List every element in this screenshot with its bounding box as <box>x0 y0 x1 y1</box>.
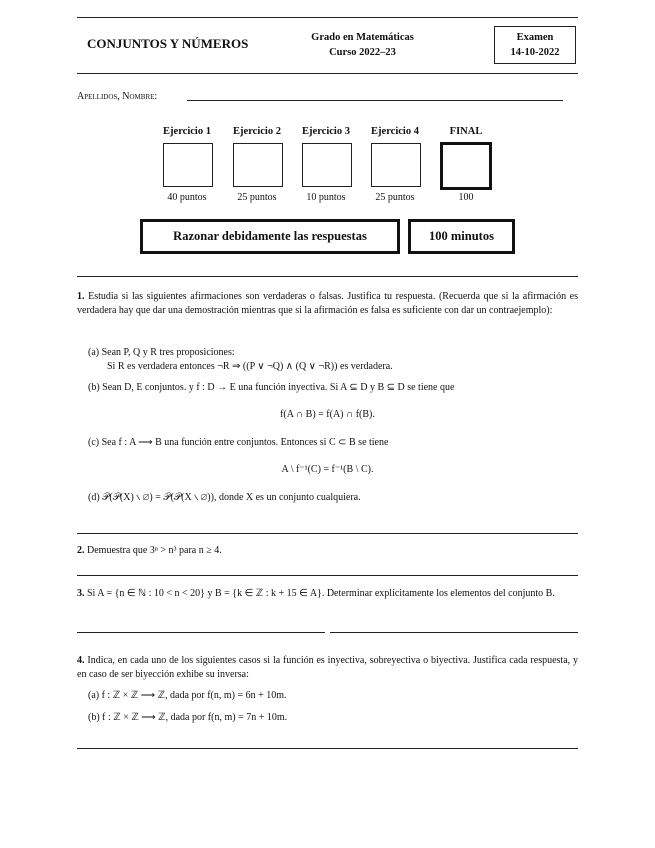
score-label: Ejercicio 1 <box>163 126 211 137</box>
q4-item-b: (b) f : ℤ × ℤ ⟶ ℤ, dada por f(n, m) = 7n + 10m. <box>88 712 288 723</box>
divider <box>77 748 578 749</box>
score-label: FINAL <box>449 126 483 137</box>
q1-item-a-statement: Si R es verdadera entonces ¬R ⇒ ((P ∨ ¬Q) ∧ (Q ∨ ¬R)) es verdadera. <box>107 361 393 372</box>
final-score-box[interactable] <box>440 142 492 190</box>
duration-box: 100 minutos <box>408 219 515 254</box>
score-label: Ejercicio 3 <box>302 126 350 137</box>
name-field[interactable] <box>187 100 563 101</box>
question-3: 3. Si A = {n ∈ ℕ : 10 < n < 20} y B = {k ∈ ℤ : k + 15 ∈ A}. Determinar explícitamente los elementos del conjunto B. <box>77 588 555 599</box>
score-box[interactable] <box>302 143 352 187</box>
score-box[interactable] <box>233 143 283 187</box>
question-2: 2. Demuestra que 3ⁿ > n³ para n ≥ 4. <box>77 545 222 556</box>
course-title: CONJUNTOS Y NÚMEROS <box>87 36 249 51</box>
divider <box>77 533 578 534</box>
degree-info <box>290 30 435 60</box>
question-4: 4. Indica, en cada uno de los siguientes casos si la función es inyectiva, sobreyectiva o biyectiva. Justifica cada respuesta, y en caso de ser biyección exhibe su inversa: <box>77 655 579 680</box>
divider <box>77 632 325 633</box>
q4-item-a: (a) f : ℤ × ℤ ⟶ ℤ, dada por f(n, m) = 6n + 10m. <box>88 690 287 701</box>
exam-date-box <box>494 26 576 64</box>
q1-item-b: (b) Sean D, E conjuntos. y f : D → E una función inyectiva. Si A ⊆ D y B ⊆ D se tiene que <box>88 382 455 393</box>
question-1: 1. Estudia si las siguientes afirmaciones son verdaderas o falsas. Justifica tu respuesta. (Recuerda que si la afirmación es verdadera hay que dar una demostración mientras que si la afirmación es falsa es suficiente con dar un contraejemplo): <box>77 291 578 316</box>
divider <box>77 73 578 74</box>
exam-label: Examen <box>516 32 554 43</box>
q1-item-d: (d) 𝒫(𝒫(X) ∖ ∅) = 𝒫(𝒫(X ∖ ∅)), donde X es un conjunto cualquiera. <box>88 492 361 503</box>
divider <box>330 632 578 633</box>
divider <box>77 17 578 18</box>
score-box[interactable] <box>163 143 213 187</box>
score-points: 25 puntos <box>375 192 415 203</box>
notice-box: Razonar debidamente las respuestas <box>140 219 400 254</box>
score-points: 100 <box>458 192 474 203</box>
q1-item-c: (c) Sea f : A ⟶ B una función entre conjuntos. Entonces si C ⊂ B se tiene <box>88 437 389 448</box>
exam-date: 14-10-2022 <box>510 47 560 58</box>
course-year: Curso 2022–23 <box>329 47 396 58</box>
degree: Grado en Matemáticas <box>311 32 414 43</box>
score-label: Ejercicio 4 <box>371 126 419 137</box>
score-label: Ejercicio 2 <box>233 126 281 137</box>
q1-item-c-equation: A \ f⁻¹(C) = f⁻¹(B \ C). <box>281 464 374 475</box>
score-points: 10 puntos <box>306 192 346 203</box>
score-points: 25 puntos <box>237 192 277 203</box>
divider <box>77 276 578 277</box>
name-label: Apellidos, Nombre: <box>77 91 158 102</box>
score-points: 40 puntos <box>167 192 207 203</box>
q1-item-b-equation: f(A ∩ B) = f(A) ∩ f(B). <box>280 409 375 420</box>
q1-item-a: (a) Sean P, Q y R tres proposiciones: <box>88 347 235 358</box>
score-box[interactable] <box>371 143 421 187</box>
divider <box>77 575 578 576</box>
